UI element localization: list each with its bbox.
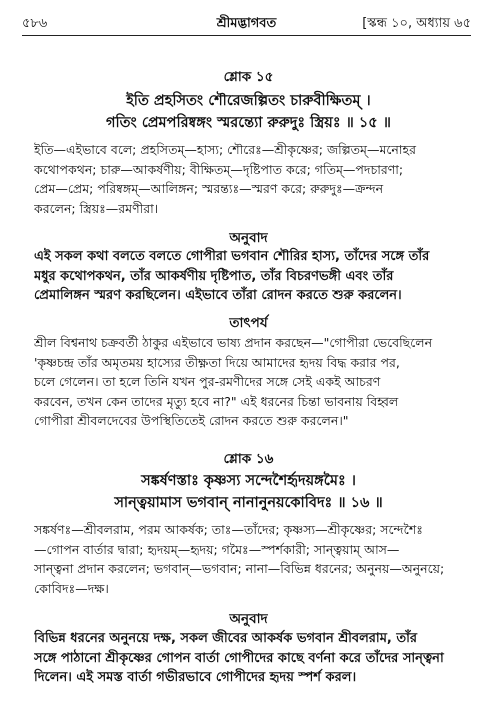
verse-line: সঙ্কর্ষণস্তাঃ কৃষ্ণস্য সন্দেশৈর্হৃদয়ঙ্গমৈঃ ।: [141, 473, 356, 489]
verse-16-sanskrit: [34, 470, 463, 514]
purport-line: করবেন, তখন কেন তাদের মৃত্যু হবে না?" এই ধরনের চিন্তা ভাবনায় বিহ্বল: [34, 393, 399, 409]
purport-line: গোপীরা শ্রীবলদেবের উপস্থিতিতেই রোদন করতে শুরু করলেন।": [34, 413, 349, 428]
translation-line: বিভিন্ন ধরনের অনুনয়ে দক্ষ, সকল জীবের আকর্ষক ভগবান শ্রীবলরাম, তাঁর: [34, 631, 418, 646]
verse-16-synonyms: [34, 520, 463, 598]
translation-line: মধুর কথোপকথন, তাঁর আকর্ষণীয় দৃষ্টিপাত, তাঁর বিচরণভঙ্গী এবং তাঁর: [34, 268, 394, 284]
verse-16-translation-heading: অনুবাদ: [229, 611, 268, 627]
translation-line: সঙ্গে পাঠানো শ্রীকৃষ্ণের গোপন বার্তা গোপীদের কাছে বর্ণনা করে তাঁদের সান্ত্বনা: [34, 650, 444, 666]
synonym-line: কোবিদঃ—দক্ষ।: [34, 580, 109, 596]
verse-15-translation-heading: অনুবাদ: [229, 230, 268, 246]
verse-15-translation: [34, 247, 463, 306]
synonym-line: সান্ত্বনা প্রদান করলেন; ভগবান্—ভগবান; নানা—বিভিন্ন ধরনের; অনুনয়—অনুনয়ে;: [34, 561, 445, 576]
purport-line: চলে গেলেন। তা হলে তিনি যখন পুর-রমণীদের সঙ্গে সেই একই আচরণ: [34, 374, 381, 389]
verse-line: গতিং প্রেমপরিষ্বঙ্গং স্মরন্ত্যো রুরুদুঃ স্ত্রিয়ঃ ॥ ১৫ ॥: [106, 115, 391, 131]
verse-16-heading: শ্লোক ১৬: [223, 451, 274, 467]
synonym-line: প্রেম—প্রেম; পরিষ্বঙ্গম্—আলিঙ্গন; স্মরন্ত্যঃ—স্মরণ করে; রুরুদুঃ—ক্রন্দন: [34, 181, 384, 196]
synonym-line: কথোপকথন; চারু—আকর্ষণীয়; বীক্ষিতম্—দৃষ্টিপাত করে; গতিম্—পদচারণা;: [34, 161, 404, 177]
header-divider: [22, 35, 471, 36]
synonym-line: সঙ্কর্ষণঃ—শ্রীবলরাম, পরম আকর্ষক; তাঃ—তাঁদের; কৃষ্ণস্য—শ্রীকৃষ্ণের; সন্দেশৈঃ: [34, 522, 423, 537]
purport-line: শ্রীল বিশ্বনাথ চক্রবর্তী ঠাকুর এইভাবে ভাষ্য প্রদান করছেন—"গোপীরা ভেবেছিলেন: [34, 335, 433, 350]
page-number: ৫৮৬: [22, 16, 48, 31]
translation-line: এই সকল কথা বলতে বলতে গোপীরা ভগবান শৌরির হাস্য, তাঁদের সঙ্গে তাঁর: [34, 249, 430, 264]
book-title: শ্রীমদ্ভাগবত: [216, 16, 277, 31]
verse-line: ইতি প্রহসিতং শৌরেজল্পিতং চারুবীক্ষিতম্ ।: [126, 93, 371, 109]
verse-15-sanskrit: [34, 90, 463, 134]
translation-line: দিলেন। এই সমস্ত বার্তা গভীরভাবে গোপীদের হৃদয় স্পর্শ করল।: [34, 670, 357, 685]
purport-line: 'কৃষ্ণচন্দ্র তাঁর অমৃতময় হাস্যের তীক্ষ্ণতা দিয়ে আমাদের হৃদয় বিদ্ধ করার পর,: [34, 354, 400, 370]
chapter-reference: [স্কন্ধ ১০, অধ্যায় ৬৫: [362, 16, 471, 31]
translation-line: প্রেমালিঙ্গন স্মরণ করছিলেন। এইভাবে তাঁরা রোদন করতে শুরু করলেন।: [34, 288, 402, 303]
verse-16-translation: [34, 629, 463, 688]
verse-15-heading: শ্লোক ১৫: [223, 69, 274, 85]
synonym-line: করলেন; স্ত্রিয়ঃ—রমণীরা।: [34, 200, 159, 216]
synonym-line: —গোপন বার্তার দ্বারা; হৃদয়ম্—হৃদয়; গমৈঃ—স্পর্শকারী; সান্ত্বয়াম্ আস—: [34, 541, 400, 557]
verse-line: সান্ত্বয়ামাস ভগবান্ নানানুনয়কোবিদঃ ॥ ১৬ ॥: [114, 495, 383, 511]
running-header: [22, 14, 471, 34]
synonym-line: ইতি—এইভাবে বলে; প্রহসিতম্—হাস্য; শৌরেঃ—শ্রীকৃষ্ণের; জল্পিতম্—মনোহর: [34, 142, 416, 157]
verse-15-purport-heading: তাৎপর্য: [229, 315, 268, 331]
verse-15-purport: [34, 333, 463, 431]
verse-15-synonyms: [34, 140, 463, 218]
